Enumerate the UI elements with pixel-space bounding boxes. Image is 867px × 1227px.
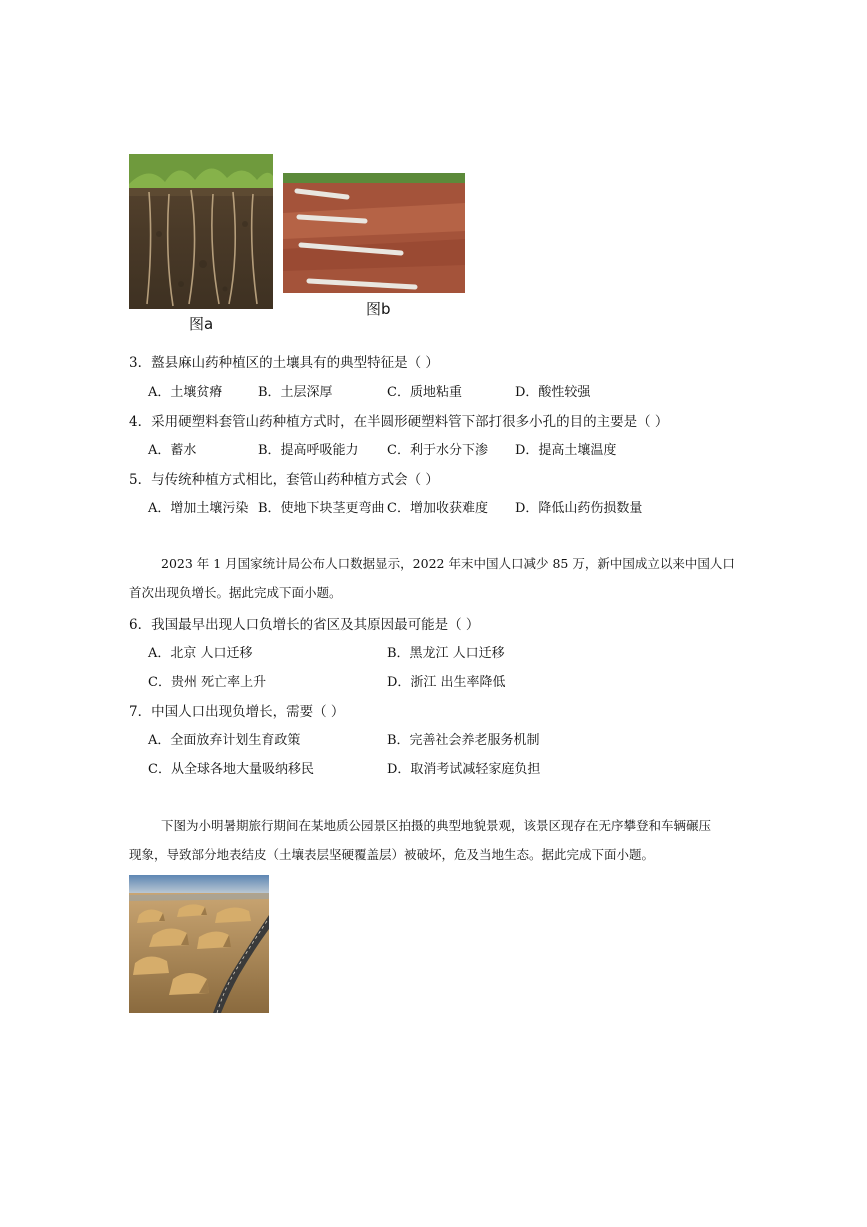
q4-option-c[interactable]: C．利于水分下渗 [387, 443, 488, 458]
question-3-stem: 3．盩县麻山药种植区的土壤具有的典型特征是（ ） [129, 355, 439, 371]
figure-b-caption: 图b [366, 300, 391, 318]
q5-option-c[interactable]: C．增加收获难度 [387, 501, 488, 516]
question-7-stem: 7．中国人口出现负增长，需要（ ） [129, 704, 345, 720]
q6-option-b[interactable]: B．黑龙江 人口迁移 [387, 646, 505, 661]
q7-option-c[interactable]: C．从全球各地大量吸纳移民 [148, 762, 314, 777]
figure-a-caption: 图a [189, 315, 214, 333]
q6-option-c[interactable]: C．贵州 死亡率上升 [148, 675, 267, 690]
passage-1-line-2: 首次出现负增长。据此完成下面小题。 [129, 585, 342, 600]
q7-option-a[interactable]: A．全面放弃计划生育政策 [148, 733, 301, 748]
q3-option-a[interactable]: A．土壤贫瘠 [148, 385, 223, 400]
q3-option-c[interactable]: C．质地粘重 [387, 385, 462, 400]
question-6-stem: 6．我国最早出现人口负增长的省区及其原因最可能是（ ） [129, 617, 480, 633]
pipe-planting-photo [283, 173, 465, 293]
q6-option-a[interactable]: A．北京 人口迁移 [148, 646, 253, 661]
q7-option-b[interactable]: B．完善社会养老服务机制 [387, 733, 540, 748]
q7-option-d[interactable]: D．取消考试减轻家庭负担 [387, 762, 541, 777]
question-4-stem: 4．采用硬塑料套管山药种植方式时，在半圆形硬塑料管下部打很多小孔的目的主要是（ ） [129, 414, 669, 430]
question-5-stem: 5．与传统种植方式相比，套管山药种植方式会（ ） [129, 472, 439, 488]
q5-option-a[interactable]: A．增加土壤污染 [148, 501, 249, 516]
q3-option-b[interactable]: B．土层深厚 [258, 385, 333, 400]
yardang-landscape-photo [129, 875, 269, 1013]
q3-option-d[interactable]: D．酸性较强 [515, 385, 591, 400]
q5-option-b[interactable]: B．使地下块茎更弯曲 [258, 501, 385, 516]
passage-1-line-1: 2023 年 1 月国家统计局公布人口数据显示，2022 年末中国人口减少 85 万，新中国成立以来中国人口 [161, 556, 735, 571]
passage-2-line-2: 现象，导致部分地表结皮（土壤表层坚硬覆盖层）被破坏，危及当地生态。据此完成下面小题。 [129, 847, 655, 862]
q4-option-b[interactable]: B．提高呼吸能力 [258, 443, 359, 458]
soil-profile-photo [129, 154, 273, 309]
q4-option-a[interactable]: A．蓄水 [148, 443, 197, 458]
q6-option-d[interactable]: D．浙江 出生率降低 [387, 675, 506, 690]
q4-option-d[interactable]: D．提高土壤温度 [515, 443, 617, 458]
passage-2-line-1: 下图为小明暑期旅行期间在某地质公园景区拍摄的典型地貌景观，该景区现存在无序攀登和车辆碾压 [161, 818, 712, 833]
q5-option-d[interactable]: D．降低山药伤损数量 [515, 501, 643, 516]
